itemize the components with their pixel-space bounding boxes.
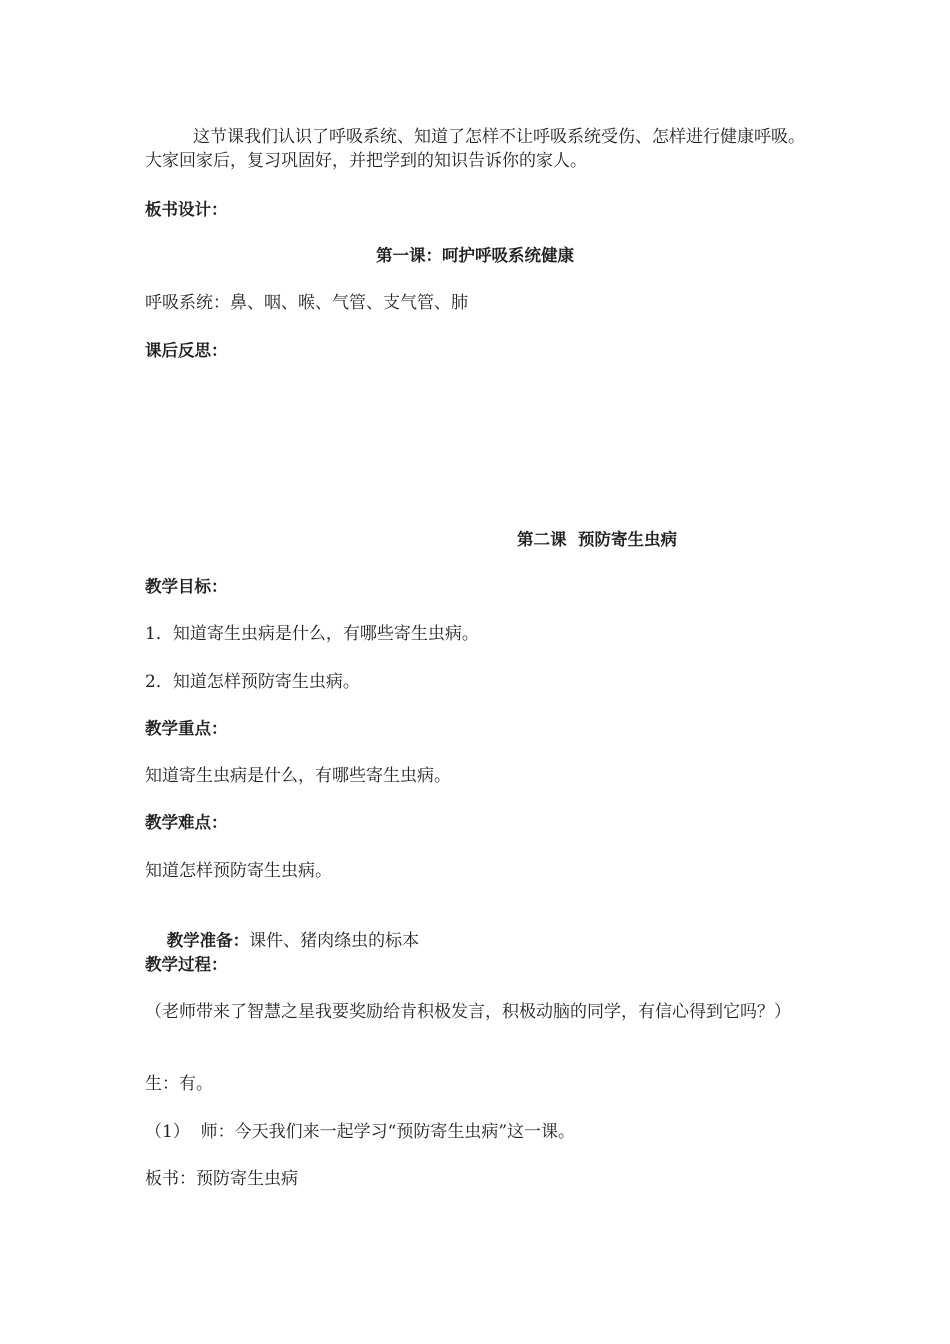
process-intro: （老师带来了智慧之星我要奖励给肯积极发言，积极动脑的同学，有信心得到它吗？）: [145, 1002, 791, 1022]
lesson2-title: 第二课 预防寄生虫病: [517, 530, 677, 549]
objective-2: 2．知道怎样预防寄生虫病。: [145, 672, 360, 692]
respiratory-system-line: 呼吸系统：鼻、咽、喉、气管、支气管、肺: [145, 293, 468, 313]
step-1: （1） 师：今天我们来一起学习“预防寄生虫病”这一课。: [145, 1122, 576, 1142]
board-writing: 板书：预防寄生虫病: [145, 1169, 298, 1189]
reflection-heading: 课后反思：: [145, 341, 228, 360]
preparation-text: 课件、猪肉绦虫的标本: [249, 931, 420, 951]
process-heading: 教学过程：: [145, 955, 228, 974]
student-reply: 生：有。: [145, 1074, 213, 1094]
objective-1: 1．知道寄生虫病是什么，有哪些寄生虫病。: [145, 624, 479, 644]
key-points-heading: 教学重点：: [145, 719, 228, 738]
difficulties-heading: 教学难点：: [145, 813, 228, 832]
preparation-heading: 教学准备：: [166, 931, 250, 950]
difficulties-text: 知道怎样预防寄生虫病。: [145, 861, 332, 881]
summary-paragraph: 这节课我们认识了呼吸系统、知道了怎样不让呼吸系统受伤、怎样进行健康呼吸。大家回家后，复习巩固好，并把学到的知识告诉你的家人。: [145, 127, 805, 171]
board-design-heading: 板书设计：: [145, 200, 228, 219]
board-title: 第一课：呵护呼吸系统健康: [376, 246, 574, 265]
key-points-text: 知道寄生虫病是什么，有哪些寄生虫病。: [145, 766, 451, 786]
objectives-heading: 教学目标：: [145, 577, 228, 596]
